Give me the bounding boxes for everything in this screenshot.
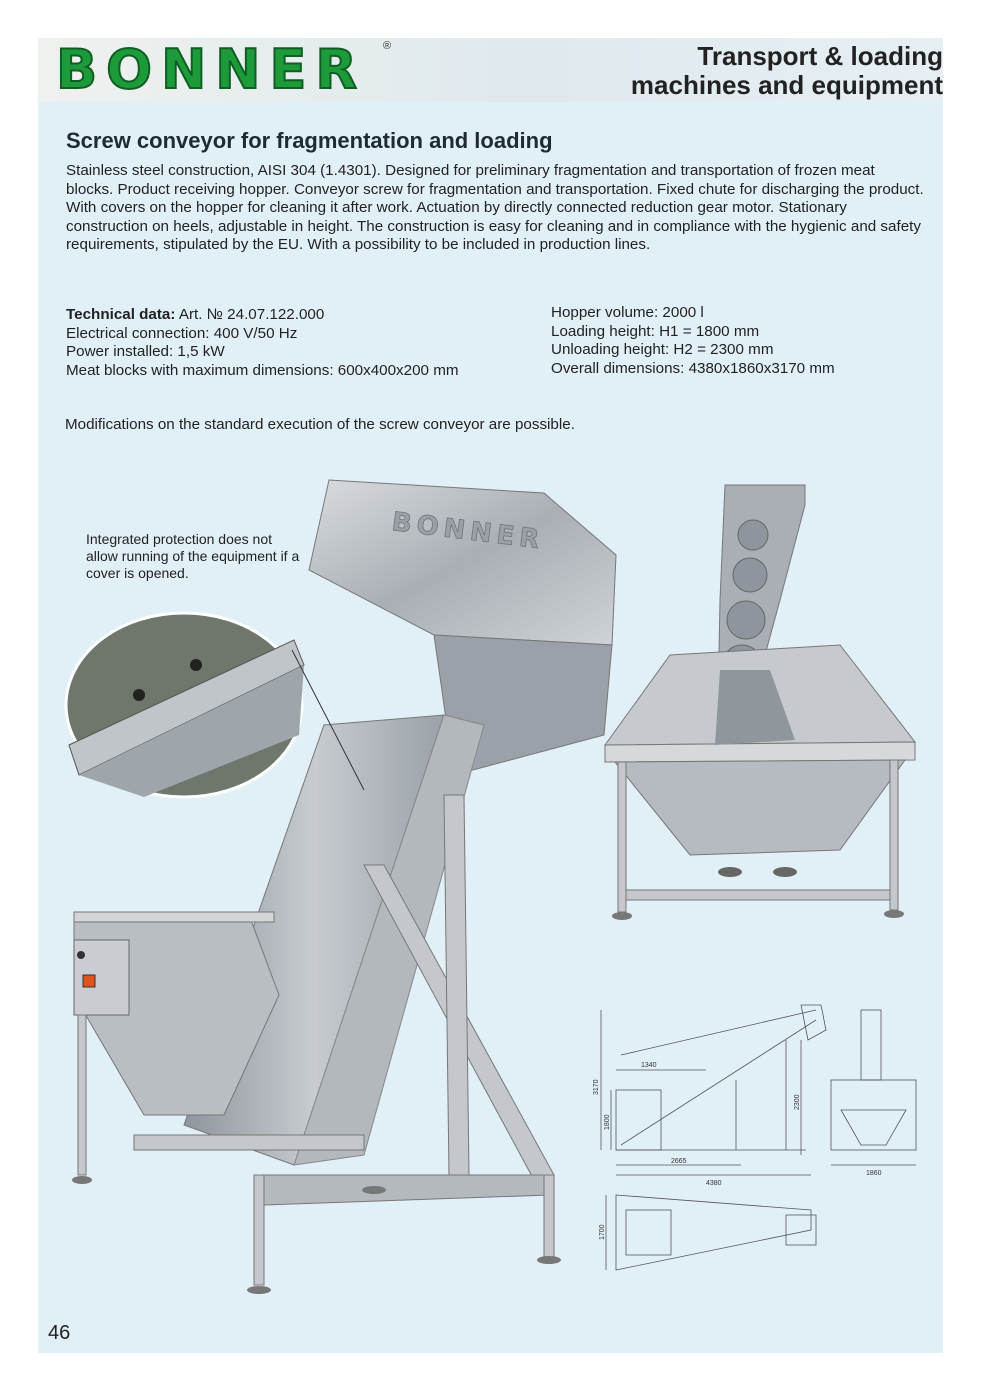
logo-text: BONNER bbox=[56, 38, 366, 101]
screw-conveyor-photo bbox=[64, 475, 624, 1305]
technical-data-left bbox=[66, 306, 526, 380]
technical-data-label: Technical data: bbox=[66, 306, 176, 323]
electrical-connection: Electrical connection: 400 V/50 Hz bbox=[66, 324, 298, 342]
article-number: Art. № 24.07.122.000 bbox=[178, 306, 325, 323]
unloading-height: Unloading height: H2 = 2300 mm bbox=[551, 341, 774, 359]
dim-1800: 1800 bbox=[604, 1114, 611, 1130]
section-title bbox=[523, 42, 943, 100]
dim-3170: 3170 bbox=[593, 1079, 600, 1095]
dim-1860: 1860 bbox=[866, 1170, 882, 1177]
dim-1700: 1700 bbox=[599, 1224, 606, 1240]
loading-height: Loading height: H1 = 1800 mm bbox=[551, 322, 760, 340]
product-description: Stainless steel construction, AISI 304 (1.4301). Designed for preliminary fragmentation and transportation of frozen meat blocks. Product receiving hopper. Conveyor screw for fragmentation and transportation. Fixed chute for discharging the product. With covers on the hopper for cleaning it after work. Actuation by directly connected reduction gear motor. Stationary construction on heels, adjustable in height. The construction is easy for cleaning and in compliance with the hygienic and safety requirements, stipulated by the EU. With a possibility to be included in production lines. bbox=[66, 162, 924, 254]
dim-4380: 4380 bbox=[706, 1180, 722, 1187]
product-title: Screw conveyor for fragmentation and loading bbox=[66, 128, 553, 153]
dim-2665: 2665 bbox=[671, 1158, 687, 1165]
housing-logo: BONNER bbox=[390, 507, 546, 556]
protection-callout: Integrated protection does not allow running of the equipment if a cover is opened. bbox=[86, 531, 300, 581]
modifications-note: Modifications on the standard execution of the screw conveyor are possible. bbox=[65, 416, 575, 433]
article-line bbox=[66, 306, 526, 325]
hopper-volume: Hopper volume: 2000 l bbox=[551, 304, 704, 321]
registered-mark: ® bbox=[383, 40, 392, 52]
meat-block-dimensions: Meat blocks with maximum dimensions: 600x400x200 mm bbox=[66, 361, 459, 379]
section-title-line1: Transport & loading bbox=[697, 41, 943, 71]
overall-dimensions: Overall dimensions: 4380x1860x3170 mm bbox=[551, 359, 835, 377]
dim-1340: 1340 bbox=[641, 1062, 657, 1069]
technical-data-right bbox=[551, 304, 911, 378]
power-installed: Power installed: 1,5 kW bbox=[66, 343, 225, 361]
hopper-photo bbox=[600, 480, 930, 930]
bonner-logo bbox=[56, 40, 401, 100]
dim-2300: 2300 bbox=[794, 1094, 801, 1110]
technical-drawing bbox=[586, 1000, 926, 1290]
page-number: 46 bbox=[48, 1322, 71, 1344]
section-title-line2: machines and equipment bbox=[630, 70, 943, 100]
